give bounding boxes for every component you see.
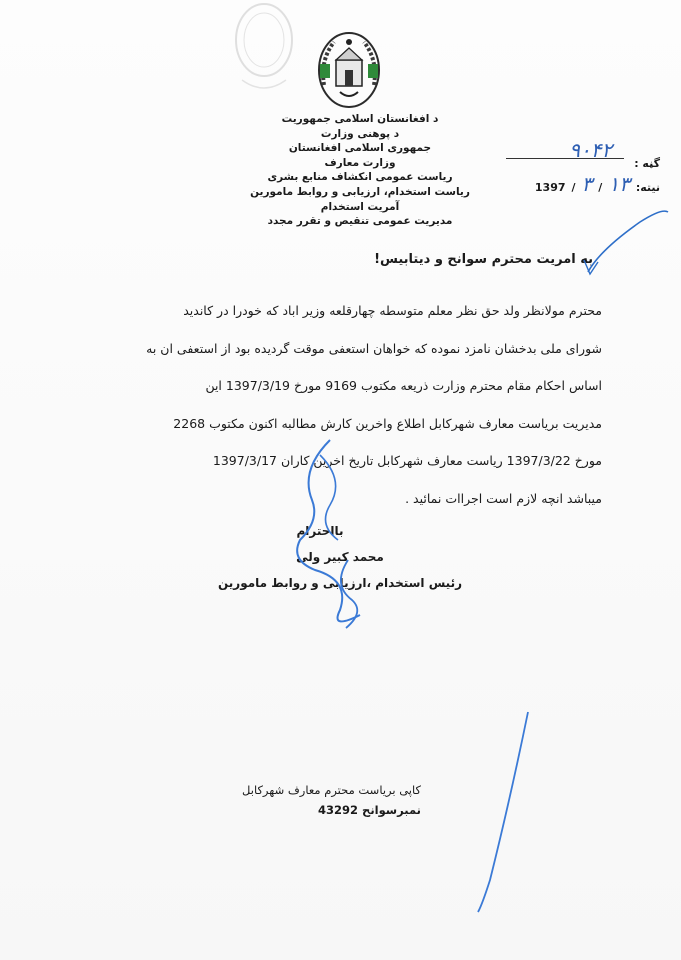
header-line: د افغانستان اسلامی جمهوریت — [281, 113, 439, 125]
copy-block — [242, 780, 421, 820]
body-line: مورخ 1397/3/22 ریاست معارف شهرکابل تاریخ اخرین کاران 1397/3/17 — [212, 453, 602, 468]
body-line: اساس احکام مقام محترم وزارت ذریعه مکتوب 9169 مورخ 1397/3/19 این — [205, 378, 602, 393]
handwritten-number: ۹۰۴۲ — [569, 138, 613, 162]
number-label: گڼه : — [634, 157, 660, 170]
body-line: محترم مولانظر ولد حق نظر معلم متوسطه چهارقلعه وزیر اباد که خودرا در کاندید — [183, 303, 602, 318]
date-day: ۱۳ — [608, 172, 630, 196]
body-line: مدیریت بریاست معارف شهرکابل اطلاع واخرین کارش مطالبه اکنون مکتوب 2268 — [173, 415, 602, 431]
faded-seal-icon — [232, 0, 296, 100]
body-line: میباشد انچه لازم است اجراات نمائید . — [405, 490, 602, 506]
national-emblem-icon — [316, 30, 382, 110]
date-month: ۳ — [581, 172, 593, 196]
header-line: ریاست عمومی انکشاف منابع بشری — [267, 171, 453, 184]
signature-block — [200, 518, 480, 596]
salutation: به امریت محترم سوانح و دیتابیس! — [374, 252, 593, 267]
closing: بااحترام — [296, 524, 344, 538]
date-year: 1397 — [534, 181, 566, 194]
date-label: نیته: — [635, 181, 660, 194]
body-line: شورای ملی بدخشان نامزد نموده که خواهان استعفی موقت گردیده بود از استعفی ان به — [146, 340, 602, 356]
header-line: د پوهنی وزارت — [320, 127, 400, 140]
header-line: جمهوری اسلامی افغانستان — [288, 142, 432, 155]
date-separator: / — [571, 181, 576, 194]
reference-block — [470, 128, 660, 196]
header-line: ریاست استخدام، ارزیابی و روابط مامورین — [250, 185, 470, 198]
signer-title: رئیس استخدام ،ارزیابی و روابط مامورین — [217, 576, 462, 590]
letterhead — [250, 112, 470, 229]
number-underline — [506, 158, 624, 159]
header-line: مدیریت عمومی تنقیص و تقرر مجدد — [267, 215, 453, 228]
signer-name: محمد کبیر ولی — [296, 550, 384, 564]
date-separator: / — [598, 181, 603, 194]
header-line: وزارت معارف — [324, 156, 396, 169]
copy-line: کاپی بریاست محترم معارف شهرکابل — [242, 783, 421, 797]
header-line: آمریت استخدام — [320, 200, 400, 213]
letter-body — [82, 292, 602, 517]
record-number: نمبرسوانح 43292 — [318, 803, 421, 817]
